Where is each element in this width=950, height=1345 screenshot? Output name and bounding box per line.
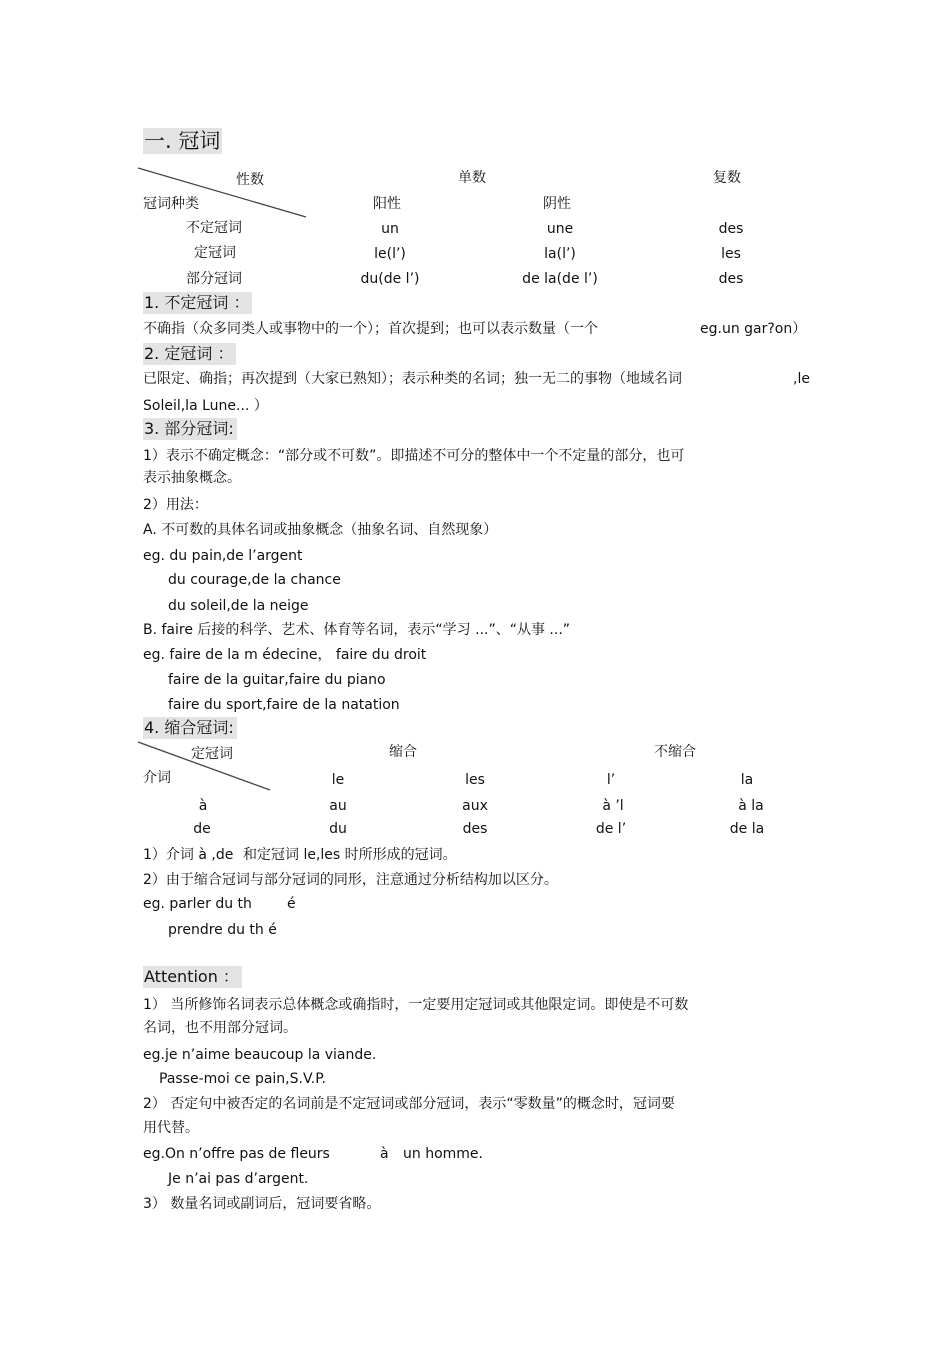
s3-example: eg. faire de la m édecine， faire du droit bbox=[143, 647, 427, 663]
table2-cell: de l’ bbox=[595, 821, 627, 837]
table2-col-header: le bbox=[331, 772, 345, 788]
table1-cell: de la(de l’) bbox=[522, 271, 598, 287]
attention-example: Je n’ai pas d’argent. bbox=[168, 1171, 309, 1187]
table2-corner-bottom: 介词 bbox=[143, 770, 171, 786]
s4-example: eg. parler du th bbox=[143, 896, 252, 912]
table1-header-singular: 单数 bbox=[458, 170, 486, 186]
section-heading-contracted: 4. 缩合冠词: bbox=[143, 717, 237, 739]
table2-header-not-contracted: 不缩合 bbox=[654, 744, 696, 760]
table1-cell: la(l’) bbox=[544, 246, 576, 262]
s4-note-cont: 和定冠词 le,les 时所形成的冠词。 bbox=[243, 847, 457, 863]
s3-example: eg. du pain,de l’argent bbox=[143, 548, 303, 564]
table1-corner-bottom: 冠词种类 bbox=[143, 196, 199, 212]
table2-cell: de la bbox=[729, 821, 765, 837]
attention-example-cont: un homme. bbox=[403, 1146, 483, 1162]
section-heading-partitive: 3. 部分冠词: bbox=[143, 418, 237, 440]
table1-cell: une bbox=[546, 221, 574, 237]
table1-cell: des bbox=[718, 221, 744, 237]
s4-note: 1）介词 à ,de bbox=[143, 847, 234, 863]
s3-text: B. faire 后接的科学、艺术、体育等名词，表示“学习 ...”、“从事 ...” bbox=[143, 622, 571, 638]
table2-header-contracted: 缩合 bbox=[389, 744, 417, 760]
table1-cell: du(de l’) bbox=[360, 271, 420, 287]
s3-example: du soleil,de la neige bbox=[168, 598, 309, 614]
attention-example: Passe-moi ce pain,S.V.P. bbox=[159, 1071, 326, 1087]
page-title: 一. 冠词 bbox=[144, 129, 221, 153]
s3-example: faire du sport,faire de la natation bbox=[168, 697, 400, 713]
s3-text: 表示抽象概念。 bbox=[143, 470, 241, 486]
section-heading-definite: 2. 定冠词 ： bbox=[143, 343, 236, 365]
attention-text: 2） 否定句中被否定的名词前是不定冠词或部分冠词，表示“零数量”的概念时，冠词要 bbox=[143, 1096, 675, 1112]
table1-row-label: 部分冠词 bbox=[186, 271, 242, 287]
s4-example: prendre du th é bbox=[168, 922, 277, 938]
attention-text: 1） 当所修饰名词表示总体概念或确指时，一定要用定冠词或其他限定词。即使是不可数 bbox=[143, 997, 689, 1013]
s4-note: 2）由于缩合冠词与部分冠词的同形，注意通过分析结构加以区分。 bbox=[143, 872, 558, 888]
s1-text-example: eg.un gar?on） bbox=[700, 321, 807, 337]
table1-row-label: 定冠词 bbox=[194, 245, 236, 261]
attention-example-cont: à bbox=[380, 1146, 389, 1162]
table1-header-plural: 复数 bbox=[713, 170, 741, 186]
s3-text: 2）用法： bbox=[143, 497, 208, 513]
table2-corner-top: 定冠词 bbox=[191, 746, 233, 762]
table1-cell: les bbox=[721, 246, 741, 262]
table2-cell: au bbox=[329, 798, 347, 814]
table1-cell: le(l’) bbox=[374, 246, 406, 262]
s3-example: faire de la guitar,faire du piano bbox=[168, 672, 386, 688]
table2-col-header: la bbox=[740, 772, 754, 788]
table1-header-masculine: 阳性 bbox=[373, 196, 401, 212]
table2-cell: à la bbox=[738, 798, 764, 814]
table2-row-label: à bbox=[198, 798, 208, 814]
table2-col-header: l’ bbox=[606, 772, 616, 788]
s1-text: 不确指（众多同类人或事物中的一个）；首次提到；也可以表示数量（一个 bbox=[143, 321, 598, 337]
table2-cell: à ’l bbox=[602, 798, 624, 814]
attention-text: 3） 数量名词或副词后，冠词要省略。 bbox=[143, 1196, 381, 1212]
table2-cell: des bbox=[462, 821, 488, 837]
s3-text: A. 不可数的具体名词或抽象概念（抽象名词、自然现象） bbox=[143, 522, 498, 538]
s3-text: 1）表示不确定概念：“部分或不可数”。即描述不可分的整体中一个不定量的部分，也可 bbox=[143, 448, 685, 464]
table2-row-label: de bbox=[193, 821, 211, 837]
attention-example: eg.On n’offre pas de fleurs bbox=[143, 1146, 330, 1162]
table2-col-header: les bbox=[465, 772, 485, 788]
attention-text: 名词，也不用部分冠词。 bbox=[143, 1020, 297, 1036]
attention-example: eg.je n’aime beaucoup la viande. bbox=[143, 1047, 377, 1063]
table1-cell: un bbox=[381, 221, 399, 237]
table2-cell: du bbox=[329, 821, 347, 837]
section-heading-indefinite: 1. 不定冠词 ： bbox=[143, 292, 252, 314]
attention-text: 用代替。 bbox=[143, 1120, 199, 1136]
table1-cell: des bbox=[718, 271, 744, 287]
s2-text-cont: ,le bbox=[793, 371, 810, 387]
table2-cell: aux bbox=[462, 798, 488, 814]
s3-example: du courage,de la chance bbox=[168, 572, 341, 588]
attention-heading: Attention ： bbox=[143, 966, 242, 988]
table1-corner-top: 性数 bbox=[236, 172, 264, 188]
table1-row-label: 不定冠词 bbox=[186, 220, 242, 236]
s2-text-line2: Soleil,la Lune... ） bbox=[143, 398, 268, 414]
s4-example-cont: é bbox=[287, 896, 296, 912]
table1-header-feminine: 阴性 bbox=[543, 196, 571, 212]
s2-text: 已限定、确指；再次提到（大家已熟知）；表示种类的名词；独一无二的事物（地域名词 bbox=[143, 371, 682, 387]
